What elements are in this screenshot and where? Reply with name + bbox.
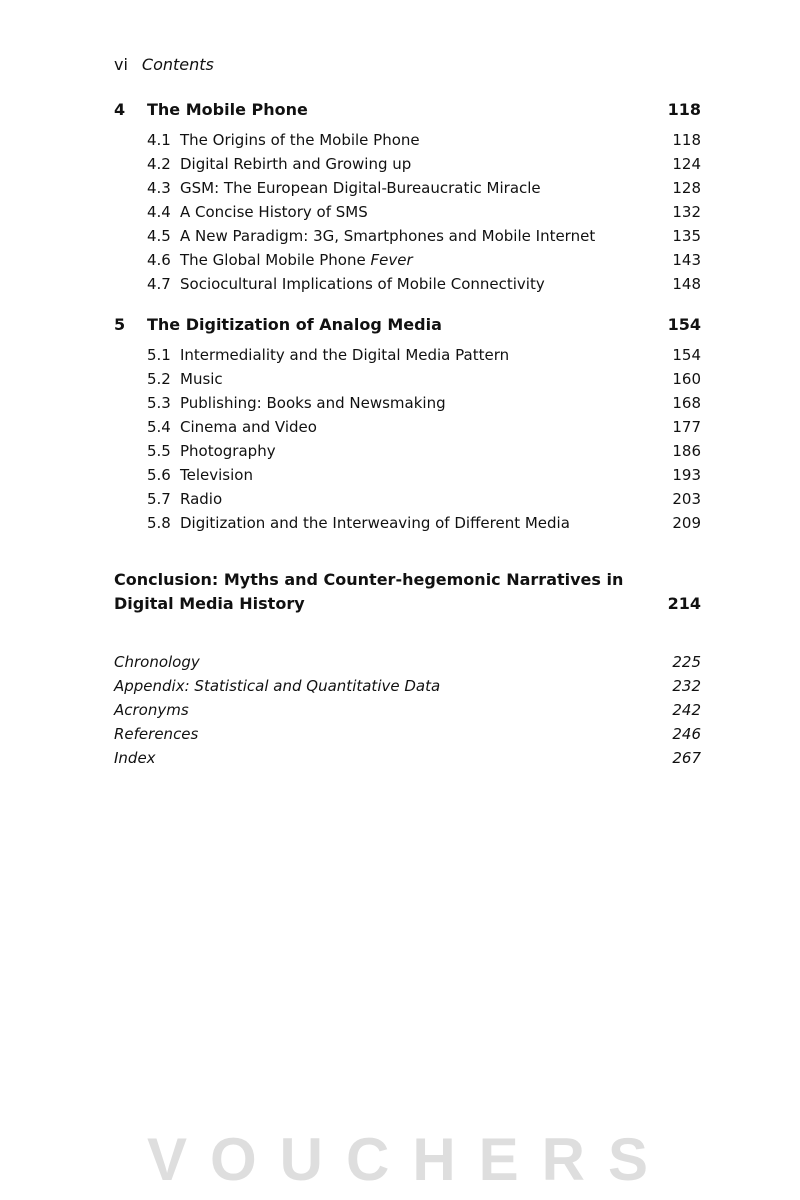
section-title-text: A New Paradigm: 3G, Smartphones and Mobile Internet bbox=[180, 227, 596, 245]
section-title bbox=[147, 415, 317, 439]
section-title bbox=[147, 248, 413, 272]
section-title-italic: Fever bbox=[370, 251, 413, 269]
section-entry[interactable] bbox=[114, 128, 701, 152]
section-entry[interactable] bbox=[114, 439, 701, 463]
back-matter-page: 246 bbox=[672, 725, 701, 743]
section-title-text: Television bbox=[180, 466, 253, 484]
chapter-title bbox=[114, 98, 308, 121]
table-of-contents bbox=[114, 98, 701, 770]
section-number: 4.6 bbox=[147, 251, 171, 269]
section-title bbox=[147, 439, 276, 463]
chapter-number: 4 bbox=[114, 100, 126, 119]
conclusion-page: 214 bbox=[667, 594, 701, 613]
spacer bbox=[114, 616, 701, 650]
chapter-number: 5 bbox=[114, 315, 126, 334]
section-page: 193 bbox=[672, 466, 701, 484]
back-matter-page: 225 bbox=[672, 653, 701, 671]
section-page: 209 bbox=[672, 514, 701, 532]
section-number: 4.5 bbox=[147, 227, 171, 245]
back-matter-title: Acronyms bbox=[114, 701, 189, 719]
chapter-5-entry[interactable] bbox=[114, 313, 701, 336]
chapter-4-entry[interactable] bbox=[114, 98, 701, 121]
section-page: 186 bbox=[672, 442, 701, 460]
section-entry[interactable] bbox=[114, 415, 701, 439]
running-head-title: Contents bbox=[141, 55, 214, 74]
section-title bbox=[147, 272, 545, 296]
section-number: 4.2 bbox=[147, 155, 171, 173]
back-matter-title: References bbox=[114, 725, 199, 743]
section-number: 4.7 bbox=[147, 275, 171, 293]
section-number: 5.7 bbox=[147, 490, 171, 508]
section-page: 132 bbox=[672, 203, 701, 221]
section-number: 5.2 bbox=[147, 370, 171, 388]
section-title bbox=[147, 391, 446, 415]
section-title-text: Intermediality and the Digital Media Pattern bbox=[180, 346, 510, 364]
section-entry[interactable] bbox=[114, 343, 701, 367]
page-folio: vi bbox=[114, 55, 128, 74]
section-entry[interactable] bbox=[114, 511, 701, 535]
conclusion-title-line2: Digital Media History bbox=[114, 594, 305, 613]
section-entry[interactable] bbox=[114, 152, 701, 176]
section-number: 4.4 bbox=[147, 203, 171, 221]
section-page: 154 bbox=[672, 346, 701, 364]
section-title bbox=[147, 128, 420, 152]
section-title bbox=[147, 487, 222, 511]
back-matter-entry[interactable] bbox=[114, 674, 701, 698]
section-title bbox=[147, 367, 223, 391]
section-entry[interactable] bbox=[114, 487, 701, 511]
chapter-page: 154 bbox=[667, 315, 701, 334]
section-page: 203 bbox=[672, 490, 701, 508]
back-matter-entry[interactable] bbox=[114, 650, 701, 674]
section-title bbox=[147, 463, 253, 487]
section-title-text: The Origins of the Mobile Phone bbox=[180, 131, 420, 149]
back-matter-entry[interactable] bbox=[114, 722, 701, 746]
section-entry[interactable] bbox=[114, 224, 701, 248]
section-title-text: A Concise History of SMS bbox=[180, 203, 368, 221]
chapter-title-text: The Digitization of Analog Media bbox=[147, 315, 442, 334]
section-title bbox=[147, 176, 541, 200]
section-page: 160 bbox=[672, 370, 701, 388]
back-matter-page: 242 bbox=[672, 701, 701, 719]
chapter-page: 118 bbox=[667, 100, 701, 119]
section-title-text: Digital Rebirth and Growing up bbox=[180, 155, 412, 173]
section-entry[interactable] bbox=[114, 176, 701, 200]
section-title-text: Music bbox=[180, 370, 223, 388]
section-title-text: The Global Mobile Phone bbox=[180, 251, 371, 269]
chapter-title bbox=[114, 313, 442, 336]
back-matter-title: Appendix: Statistical and Quantitative Data bbox=[114, 677, 441, 695]
section-entry[interactable] bbox=[114, 272, 701, 296]
section-page: 177 bbox=[672, 418, 701, 436]
back-matter-entry[interactable] bbox=[114, 746, 701, 770]
watermark: VOUCHERS bbox=[146, 1126, 672, 1193]
chapter-title-text: The Mobile Phone bbox=[147, 100, 308, 119]
section-page: 124 bbox=[672, 155, 701, 173]
section-number: 5.1 bbox=[147, 346, 171, 364]
spacer bbox=[114, 296, 701, 313]
section-number: 5.5 bbox=[147, 442, 171, 460]
section-number: 4.1 bbox=[147, 131, 171, 149]
section-title bbox=[147, 343, 509, 367]
running-head bbox=[114, 54, 214, 76]
section-title-text: GSM: The European Digital-Bureaucratic Miracle bbox=[180, 179, 541, 197]
section-page: 135 bbox=[672, 227, 701, 245]
section-number: 5.4 bbox=[147, 418, 171, 436]
section-title-text: Sociocultural Implications of Mobile Connectivity bbox=[180, 275, 545, 293]
section-entry[interactable] bbox=[114, 248, 701, 272]
section-entry[interactable] bbox=[114, 200, 701, 224]
section-title-text: Cinema and Video bbox=[180, 418, 317, 436]
conclusion-entry[interactable] bbox=[114, 568, 701, 616]
back-matter-page: 232 bbox=[672, 677, 701, 695]
section-title bbox=[147, 152, 411, 176]
conclusion-line2-row bbox=[114, 592, 701, 616]
section-title-text: Digitization and the Interweaving of Different Media bbox=[180, 514, 570, 532]
section-title-text: Photography bbox=[180, 442, 276, 460]
section-entry[interactable] bbox=[114, 463, 701, 487]
section-title bbox=[147, 224, 595, 248]
section-page: 143 bbox=[672, 251, 701, 269]
section-title bbox=[147, 200, 368, 224]
section-page: 128 bbox=[672, 179, 701, 197]
spacer bbox=[114, 535, 701, 568]
section-title bbox=[147, 511, 570, 535]
section-page: 148 bbox=[672, 275, 701, 293]
section-title-text: Publishing: Books and Newsmaking bbox=[180, 394, 446, 412]
back-matter-title: Chronology bbox=[114, 653, 200, 671]
back-matter-entry[interactable] bbox=[114, 698, 701, 722]
conclusion-title-line1: Conclusion: Myths and Counter-hegemonic Narratives in bbox=[114, 570, 624, 589]
section-number: 5.6 bbox=[147, 466, 171, 484]
section-page: 168 bbox=[672, 394, 701, 412]
section-entry[interactable] bbox=[114, 391, 701, 415]
section-number: 5.3 bbox=[147, 394, 171, 412]
section-page: 118 bbox=[672, 131, 701, 149]
section-entry[interactable] bbox=[114, 367, 701, 391]
section-title-text: Radio bbox=[180, 490, 223, 508]
section-number: 4.3 bbox=[147, 179, 171, 197]
back-matter-title: Index bbox=[114, 749, 156, 767]
section-number: 5.8 bbox=[147, 514, 171, 532]
back-matter-page: 267 bbox=[672, 749, 701, 767]
